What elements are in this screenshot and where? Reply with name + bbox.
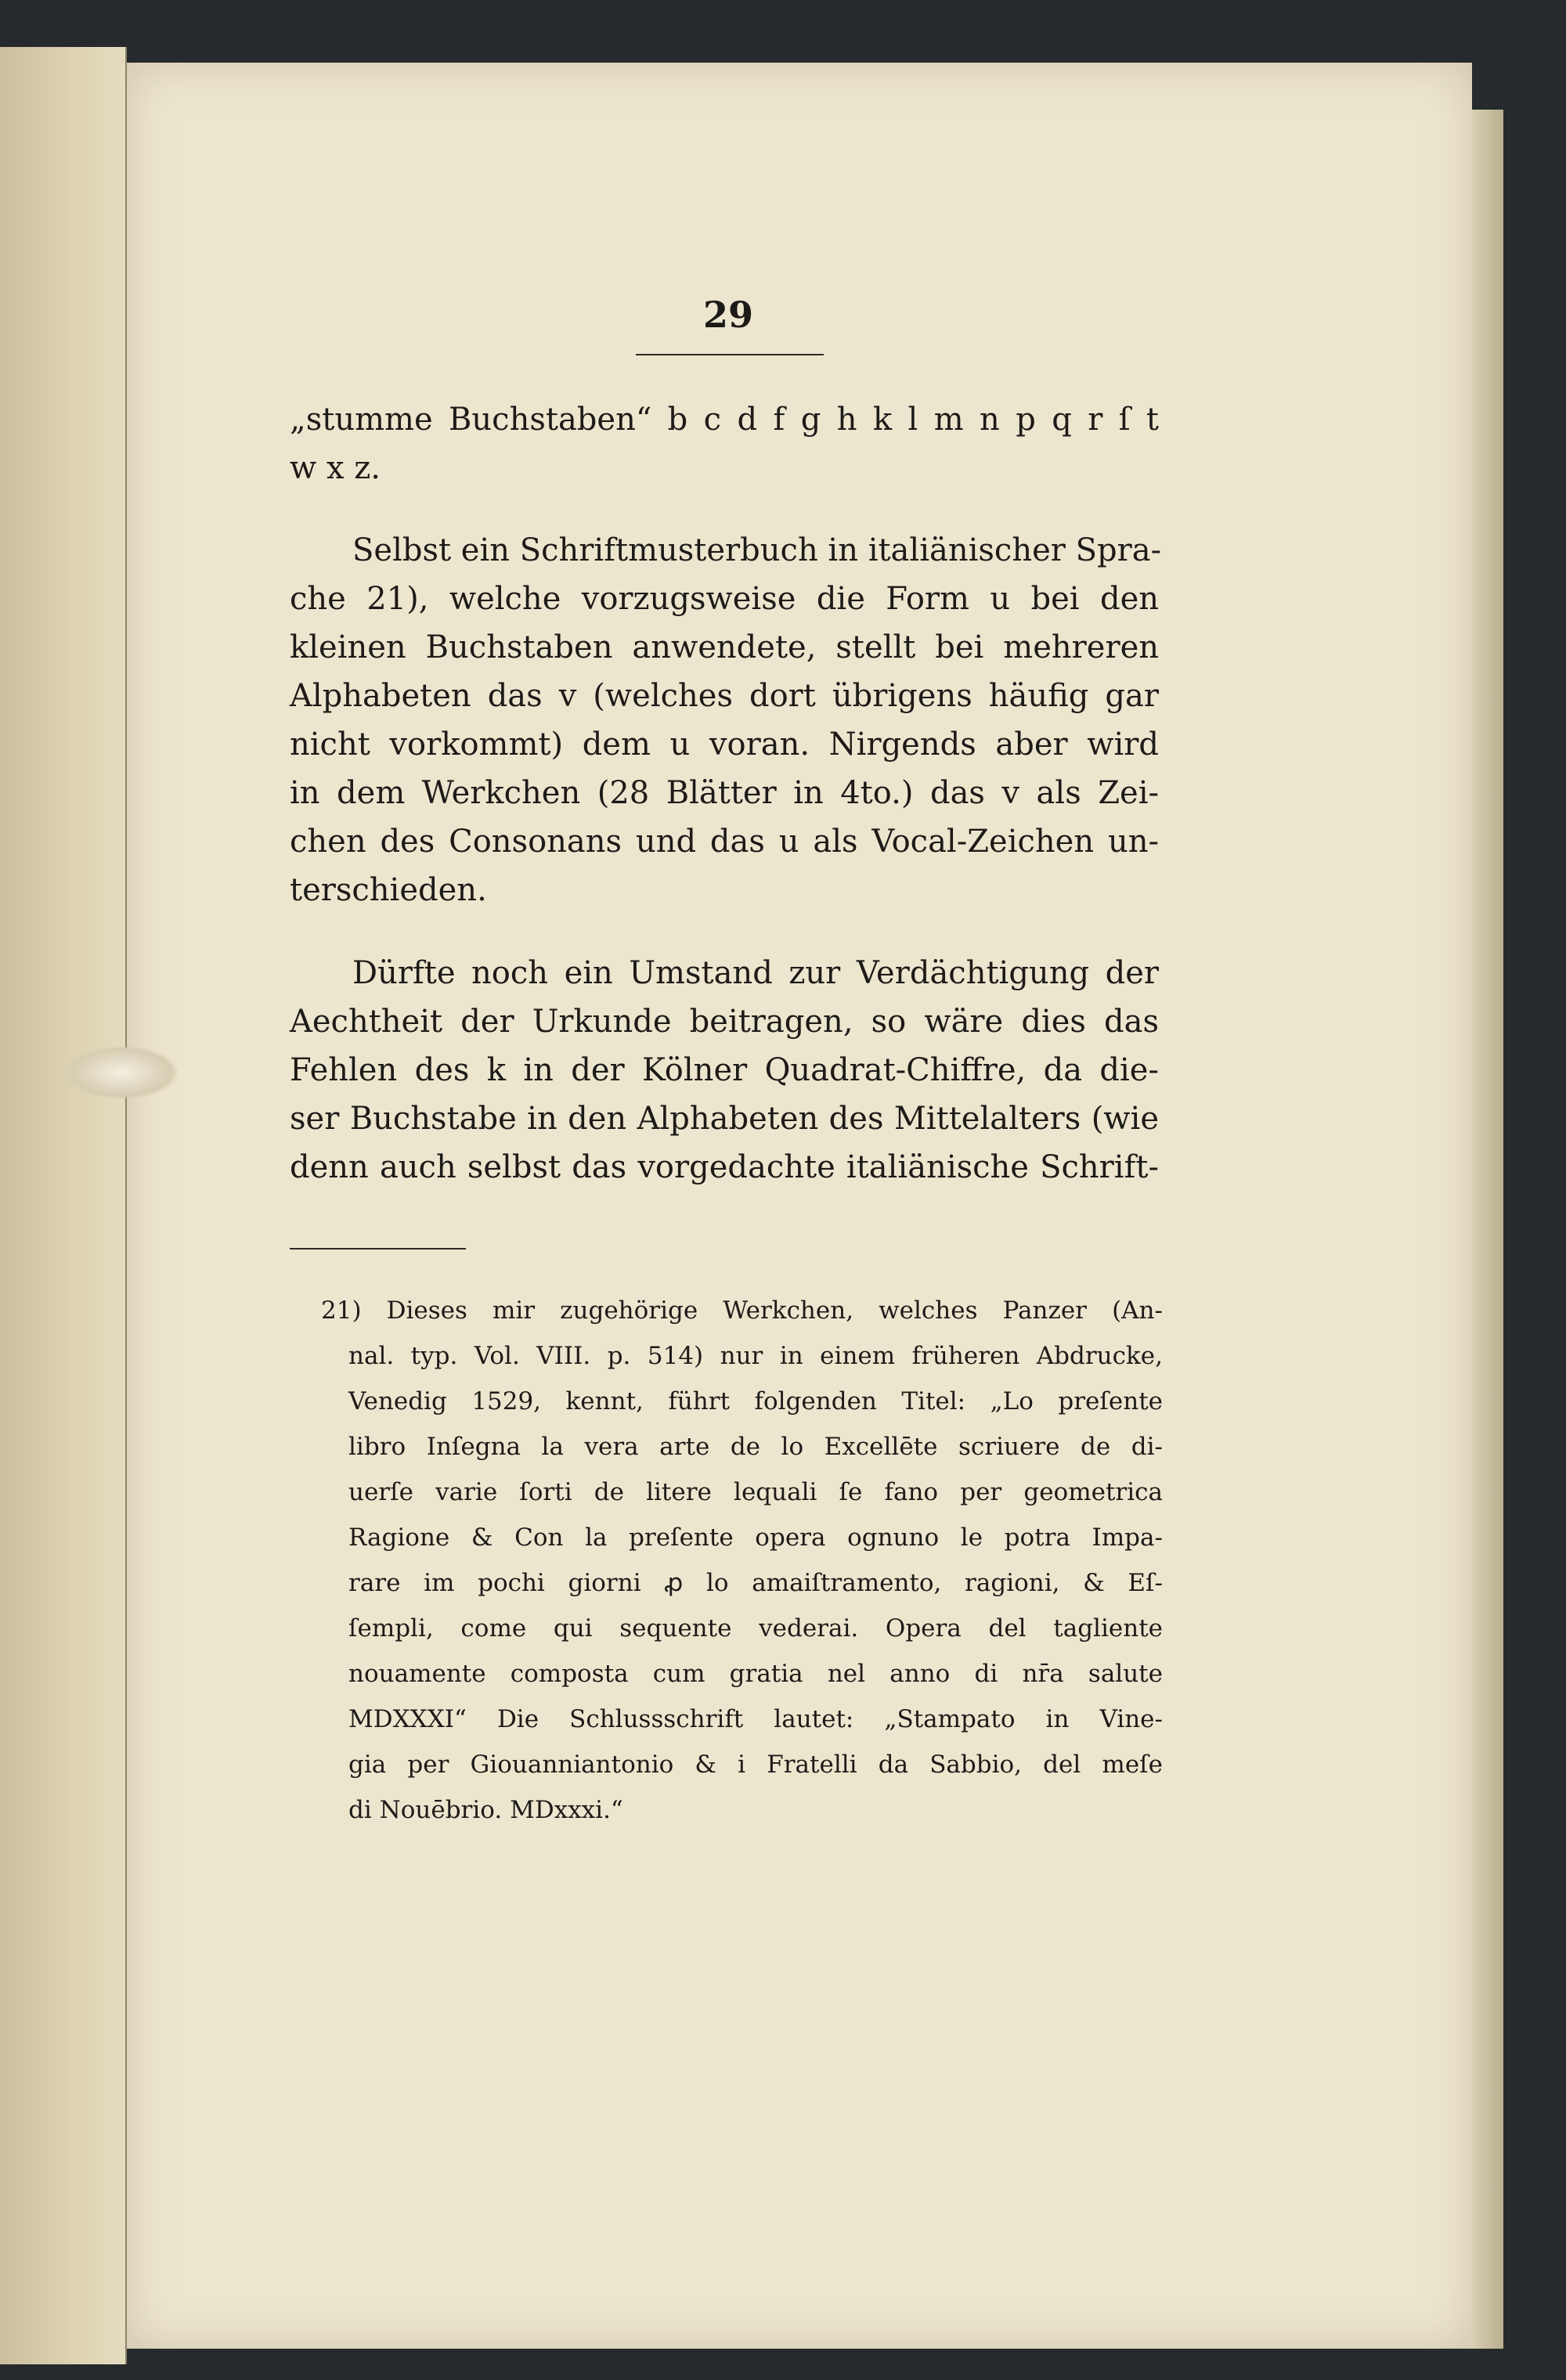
body-line: Aechtheit der Urkunde beitragen, so wäre dies das	[290, 1004, 1159, 1040]
body-line: Selbst ein Schriftmusterbuch in italiänischer Spra-	[352, 532, 1162, 568]
body-line: Fehlen des k in der Kölner Quadrat-Chiffre, da die-	[290, 1052, 1159, 1088]
footnote-rule	[290, 1248, 466, 1250]
body-line: Dürfte noch ein Umstand zur Verdächtigung der	[352, 955, 1159, 991]
body-line: „stumme Buchstaben“ b c d f g h k l m n p q r ſ t	[290, 402, 1159, 438]
page-number: 29	[702, 294, 753, 336]
footnote-line: 21) Dieses mir zugehörige Werkchen, welches Panzer (An-	[321, 1296, 1163, 1325]
body-line: w x z.	[290, 450, 381, 486]
header-rule	[636, 354, 824, 355]
body-line: chen des Consonans und das u als Vocal-Zeichen un-	[290, 824, 1159, 860]
body-line: in dem Werkchen (28 Blätter in 4to.) das v als Zei-	[290, 775, 1159, 811]
footnote-line: gia per Giouanniantonio & i Fratelli da Sabbio, del meſe	[348, 1751, 1163, 1779]
footnote-line: nal. typ. Vol. VIII. p. 514) nur in einem früheren Abdrucke,	[348, 1342, 1163, 1370]
body-line: ser Buchstabe in den Alphabeten des Mittelalters (wie	[290, 1101, 1159, 1137]
footnote-line: Venedig 1529, kennt, führt folgenden Titel: „Lo preſente	[348, 1387, 1163, 1415]
paper-damage-hole	[63, 1045, 180, 1100]
body-line: che 21), welche vorzugsweise die Form u bei den	[290, 581, 1159, 617]
facing-page-edge	[0, 47, 127, 2364]
footnote-line: rare im pochi giorni ꝓ lo amaiſtramento, ragioni, & Eſ-	[348, 1569, 1163, 1597]
body-line: terschieden.	[290, 872, 487, 908]
footnote-line: ſempli, come qui sequente vederai. Opera del tagliente	[348, 1614, 1163, 1643]
page-stack-edge	[1472, 110, 1503, 2349]
body-line: kleinen Buchstaben anwendete, stellt bei mehreren	[290, 629, 1159, 665]
footnote-line: libro Inſegna la vera arte de lo Excellēte scriuere de di-	[348, 1433, 1163, 1461]
body-line: Alphabeten das v (welches dort übrigens häufig gar	[290, 678, 1159, 714]
body-line: nicht vorkommt) dem u voran. Nirgends aber wird	[290, 727, 1159, 763]
body-line: denn auch selbst das vorgedachte italiänische Schrift-	[290, 1149, 1159, 1185]
footnote-line: uerſe varie ſorti de litere lequali ſe fano per geometrica	[348, 1478, 1163, 1506]
footnote-line: di Nouēbrio. MDxxxi.“	[348, 1796, 623, 1824]
footnote-line: nouamente composta cum gratia nel anno di nr̄a salute	[348, 1660, 1163, 1688]
footnote-line: MDXXXI“ Die Schlussschrift lautet: „Stampato in Vine-	[348, 1705, 1163, 1733]
footnote-line: Ragione & Con la preſente opera ognuno le potra Impa-	[348, 1524, 1163, 1552]
